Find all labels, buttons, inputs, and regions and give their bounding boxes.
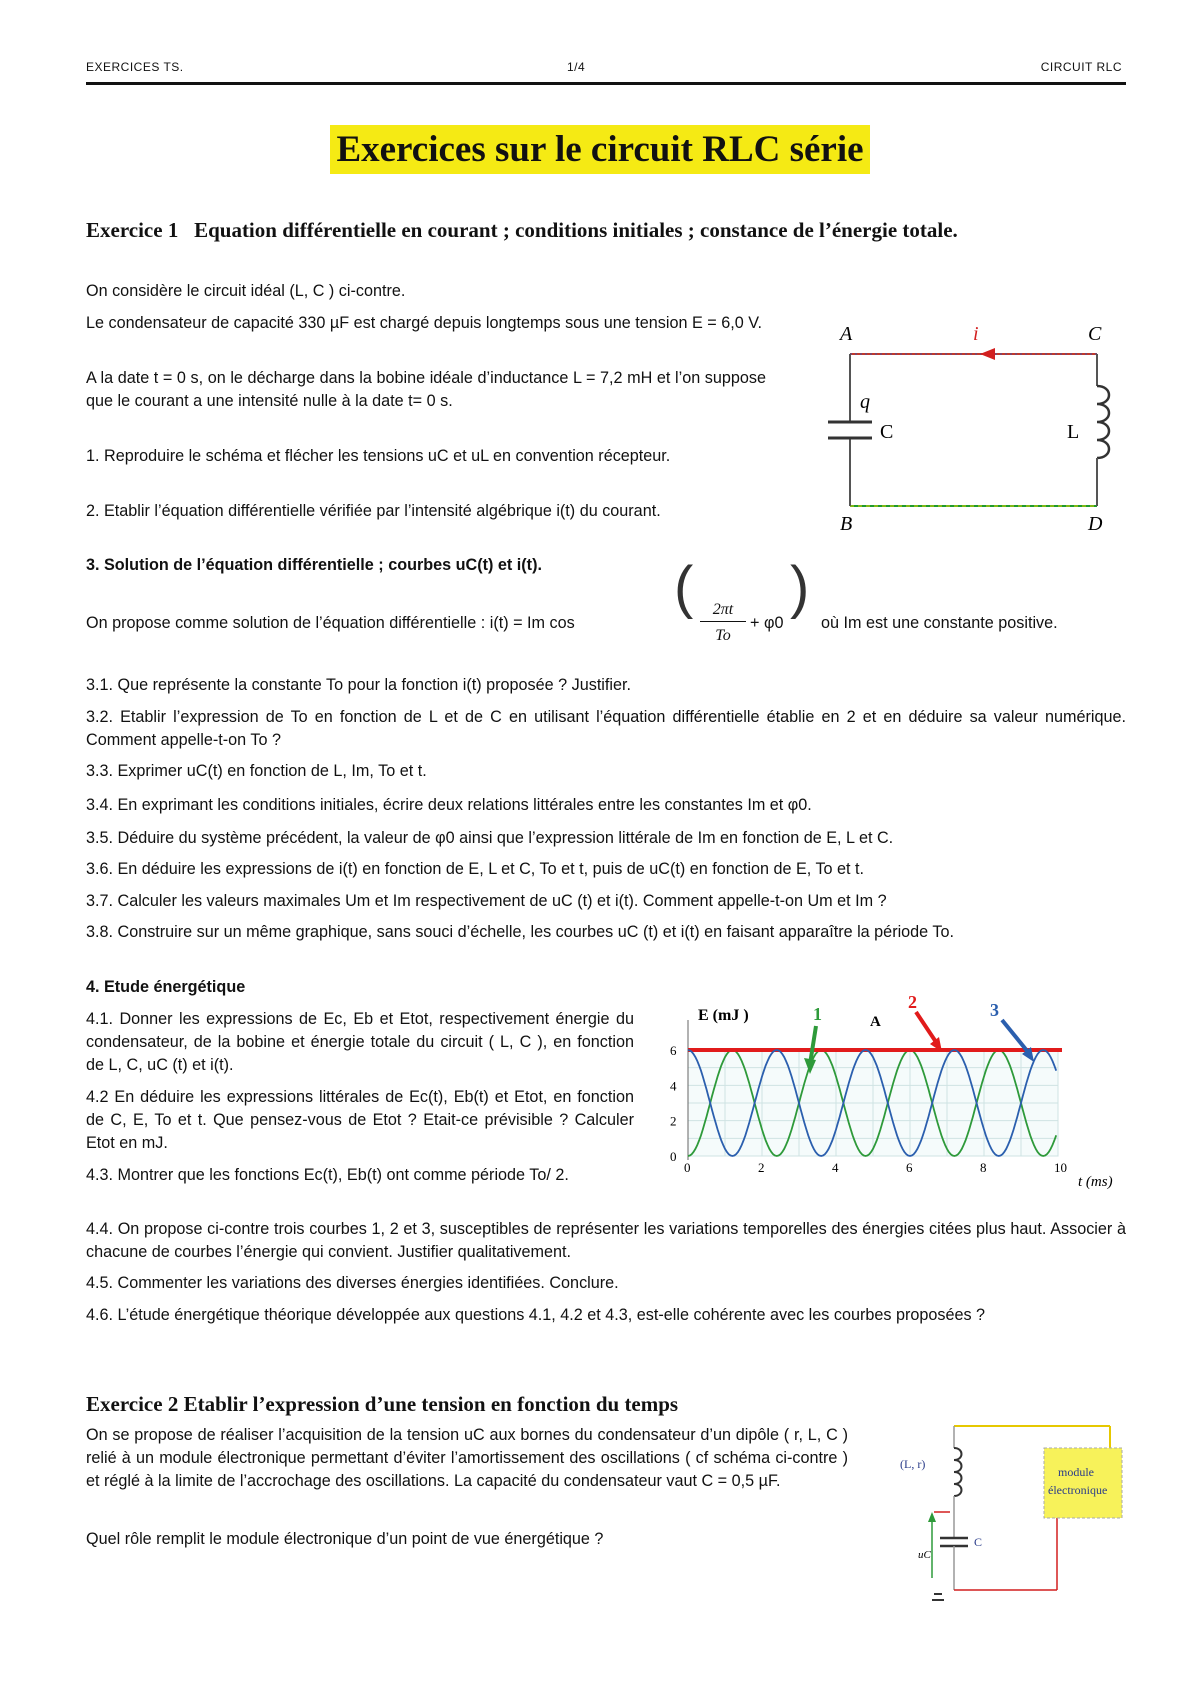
ex1-q42: 4.2 En déduire les expressions littérales de Ec(t), Eb(t) et Etot, en fonction de C, E, To et t. Que pensez-vous de Etot ? Etait-ce prévisible ? Calculer Etot en mJ. [86, 1088, 634, 1152]
ex1-q4: 4. Etude énergétique [86, 978, 246, 996]
node-d-label: D [1088, 513, 1103, 535]
ex1-q2: 2. Etablir l’équation différentielle vérifiée par l’intensité algébrique i(t) du courant. [86, 502, 661, 520]
chart-y-tick-label: 4 [670, 1078, 677, 1094]
pointer-2 [916, 1012, 936, 1042]
ex1-q43: 4.3. Montrer que les fonctions Ec(t), Eb(t) ont comme période To/ 2. [86, 1166, 569, 1184]
coil-icon [1097, 386, 1109, 458]
ex1-q34: 3.4. En exprimant les conditions initiales, écrire deux relations littérales entre les constantes Im et φ0. [86, 796, 812, 814]
ex2-p2: Quel rôle remplit le module électronique d’un point de vue énergétique ? [86, 1530, 604, 1548]
right-paren: ) [790, 555, 810, 620]
ex1-q37: 3.7. Calculer les valeurs maximales Um et Im respectivement de uC (t) et i(t). Comment appelle-t-on Um et Im ? [86, 892, 887, 910]
chart-ylabel: E (mJ ) [698, 1007, 749, 1024]
propose-text-b: où Im est une constante positive. [821, 614, 1058, 632]
node-c-label: C [1088, 323, 1102, 345]
ex1-q1: 1. Reproduire le schéma et flécher les tensions uC et uL en convention récepteur. [86, 447, 671, 465]
ex1-q45: 4.5. Commenter les variations des diverses énergies identifiées. Conclure. [86, 1274, 619, 1292]
marker-a: A [870, 1014, 881, 1030]
c2-coil-icon [954, 1448, 962, 1496]
chart-x-tick-label: 4 [832, 1160, 839, 1175]
ex1-q44: 4.4. On propose ci-contre trois courbes 1, 2 et 3, susceptibles de représenter les variations temporelles des énergies citées plus haut. Associer à chacune de courbes l’énergie qui convient. Justifier qualitativement. [86, 1220, 1126, 1261]
capacitor-label: C [880, 421, 894, 443]
propose-text-a: On propose comme solution de l’équation différentielle : i(t) = Im cos [86, 614, 575, 632]
uc-arrow-head-icon [928, 1512, 936, 1522]
lc-circuit-diagram [795, 318, 1135, 538]
chart-xlabel: t (ms) [1078, 1174, 1113, 1190]
chart-x-tick-label: 8 [980, 1160, 987, 1175]
charge-label: q [860, 391, 870, 413]
c2-cap-label: C [974, 1535, 983, 1549]
pointer-3 [1002, 1020, 1028, 1052]
current-label: i [973, 323, 979, 345]
ex1-q3: 3. Solution de l’équation différentielle ; courbes uC(t) et i(t). [86, 556, 542, 574]
uc-label: uC [918, 1549, 931, 1561]
frac-denominator: To [715, 627, 731, 644]
header-page: 1/4 [567, 60, 586, 74]
left-paren: ( [674, 555, 694, 620]
page-title-wrap [0, 128, 1200, 171]
ex1-p2: A la date t = 0 s, on le décharge dans la bobine idéale d’inductance L = 7,2 mH et l’on suppose que le courant a une intensité nulle à la date t= 0 s. [86, 369, 766, 410]
coil-label: (L, r) [900, 1457, 926, 1471]
energy-chart [658, 990, 1128, 1190]
marker-3: 3 [990, 1000, 999, 1020]
node-b-label: B [840, 513, 853, 535]
ex2-heading: Exercice 2 Etablir l’expression d’une tension en fonction du temps [86, 1392, 679, 1416]
ex1-heading-title: Equation différentielle en courant ; conditions initiales ; constance de l’énergie totale. [194, 218, 958, 242]
module-label-line2: électronique [1048, 1483, 1108, 1497]
ex1-q32: 3.2. Etablir l’expression de To en fonction de L et de C en utilisant l’équation différentielle établie en 2 et en déduire sa valeur numérique. Comment appelle-t-on To ? [86, 708, 1126, 749]
module-label-line1: module [1058, 1465, 1094, 1479]
ex1-q46: 4.6. L’étude énergétique théorique développée aux questions 4.1, 4.2 et 4.3, est-elle cohérente avec les courbes proposées ? [86, 1306, 986, 1324]
header-right: CIRCUIT RLC [1040, 60, 1122, 74]
ex1-q33: 3.3. Exprimer uC(t) en fonction de L, Im, To et t. [86, 762, 427, 780]
node-a-label: A [840, 323, 853, 345]
ex1-q36: 3.6. En déduire les expressions de i(t) en fonction de E, L et C, To et t, puis de uC(t) en fonction de E, To et t. [86, 860, 865, 878]
header-rule [86, 82, 1126, 85]
current-arrow-icon [980, 348, 995, 360]
marker-1: 1 [813, 1004, 822, 1024]
chart-y-tick-label: 0 [670, 1149, 677, 1164]
page-title: Exercices sur le circuit RLC série [330, 125, 869, 174]
chart-x-tick-label: 10 [1054, 1160, 1067, 1175]
ex1-q41: 4.1. Donner les expressions de Ec, Eb et Etot, respectivement énergie du condensateur, de la bobine et énergie totale du circuit ( L, C ), en fonction de L, C, uC (t) et i(t). [86, 1010, 634, 1074]
header-left: EXERCICES TS. [86, 60, 184, 74]
ex1-intro: On considère le circuit idéal (L, C ) ci-contre. [86, 282, 406, 300]
ex1-q31: 3.1. Que représente la constante To pour la fonction i(t) proposée ? Justifier. [86, 676, 631, 694]
chart-y-tick-label: 2 [670, 1113, 677, 1129]
phase-term: + φ0 [750, 614, 784, 632]
ex1-p1: Le condensateur de capacité 330 µF est chargé depuis longtemps sous une tension E = 6,0 V. [86, 314, 763, 332]
ex1-heading-number: Exercice 1 [86, 218, 179, 242]
chart-x-tick-label: 2 [758, 1160, 765, 1175]
ex1-heading [86, 216, 1126, 245]
rlc-module-diagram [882, 1418, 1128, 1618]
chart-x-tick-label: 6 [906, 1160, 913, 1175]
frac-numerator: 2πt [700, 598, 746, 622]
inductor-label: L [1067, 421, 1080, 443]
ex1-q38: 3.8. Construire sur un même graphique, sans souci d’échelle, les courbes uC (t) et i(t) en faisant apparaître la période To. [86, 923, 954, 941]
ex1-q35: 3.5. Déduire du système précédent, la valeur de φ0 ainsi que l’expression littérale de Im en fonction de E, L et C. [86, 829, 894, 847]
ex2-p1: On se propose de réaliser l’acquisition de la tension uC aux bornes du condensateur d’un dipôle ( r, L, C ) relié à un module électronique permettant d’éviter l’amortissement des oscillations ( cf schéma ci-contre ) et réglé à la limite de l’accrochage des oscillations. La capacité du condensateur vaut C = 0,5 µF. [86, 1426, 848, 1490]
chart-y-tick-label: 6 [670, 1043, 677, 1058]
marker-2: 2 [908, 992, 917, 1012]
chart-x-tick-label: 0 [684, 1160, 691, 1175]
